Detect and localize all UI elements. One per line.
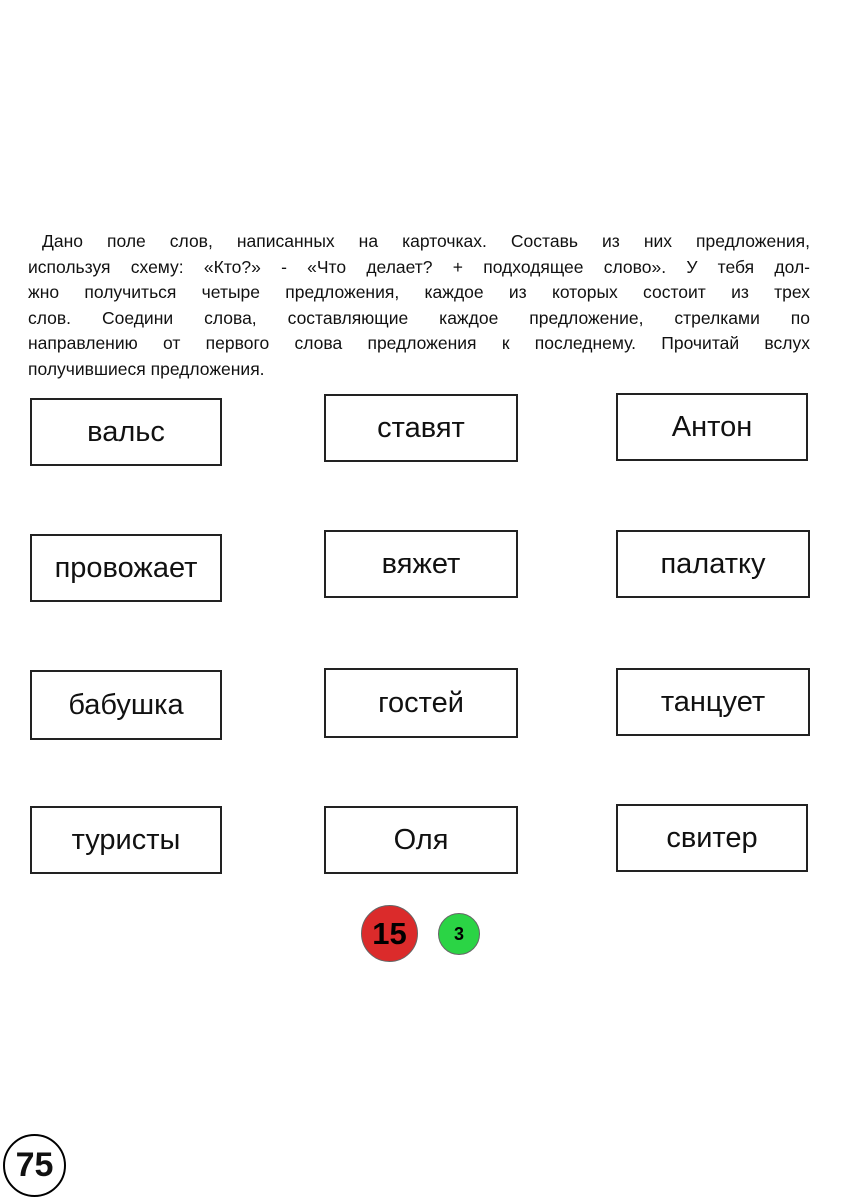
word-card[interactable]: туристы xyxy=(30,806,222,874)
green-score-badge: 3 xyxy=(438,913,480,955)
word-card[interactable]: вальс xyxy=(30,398,222,466)
word-card[interactable]: свитер xyxy=(616,804,808,872)
red-score-badge: 15 xyxy=(361,905,418,962)
word-card[interactable]: танцует xyxy=(616,668,810,736)
page-number: 75 xyxy=(3,1134,66,1197)
instruction-line: слов. Соедини слова, составляющие каждое предложение, стрелками по xyxy=(28,307,810,328)
instruction-line: используя схему: «Кто?» - «Что делает? + подходящее слово». У тебя дол- xyxy=(28,256,810,277)
instruction-line: жно получиться четыре предложения, каждое из которых состоит из трех xyxy=(28,282,810,302)
instruction-line: получившиеся предложения. xyxy=(28,358,265,379)
word-card[interactable]: Оля xyxy=(324,806,518,874)
word-card[interactable]: ставят xyxy=(324,394,518,462)
task-instructions xyxy=(28,229,810,382)
word-card[interactable]: палатку xyxy=(616,530,810,598)
word-card[interactable]: гостей xyxy=(324,668,518,738)
word-card[interactable]: Антон xyxy=(616,393,808,461)
word-card[interactable]: бабушка xyxy=(30,670,222,740)
word-card[interactable]: провожает xyxy=(30,534,222,602)
word-card[interactable]: вяжет xyxy=(324,530,518,598)
instruction-line: Дано поле слов, написанных на карточках. Составь из них предложения, xyxy=(42,231,810,251)
instruction-line: направлению от первого слова предложения к последнему. Прочитай вслух xyxy=(28,333,810,353)
